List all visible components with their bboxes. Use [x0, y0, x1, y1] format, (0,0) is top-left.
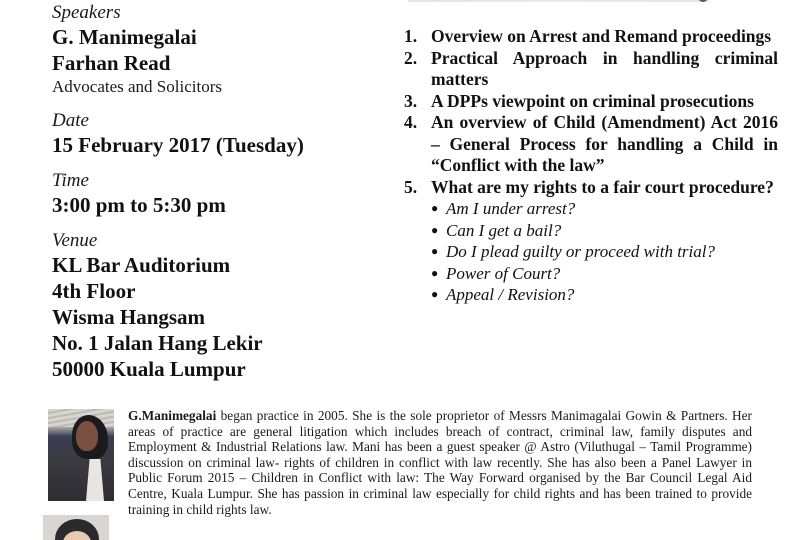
agenda-item: [404, 112, 778, 177]
date-label: Date: [52, 110, 89, 131]
speaker-name: G. Manimegalai: [52, 25, 197, 49]
venue-line: 50000 Kuala Lumpur: [52, 357, 246, 381]
speaker-photo-manimegalai: [48, 409, 114, 501]
agenda-text: Practical Approach in handling criminal matters: [431, 47, 778, 89]
bullet-icon: ●: [431, 287, 439, 302]
sub-item: [431, 198, 778, 220]
venue-line: Wisma Hangsam: [52, 305, 206, 329]
sub-item-text: Am I under arrest?: [446, 199, 576, 218]
bullet-icon: ●: [431, 244, 439, 259]
sub-item-text: Do I plead guilty or proceed with trial?: [446, 242, 715, 262]
speaker-photo-farhan-read: [43, 515, 109, 540]
time-value: 3:00 pm to 5:30 pm: [52, 193, 226, 217]
sub-item-text: Can I get a bail?: [446, 220, 562, 240]
speakers-label: Speakers: [52, 2, 121, 23]
venue-line: 4th Floor: [52, 279, 136, 303]
speakers-title: Advocates and Solicitors: [52, 77, 222, 96]
agenda-item: [404, 48, 778, 91]
agenda-list: [404, 26, 778, 198]
sub-item-text: Power of Court?: [446, 263, 561, 283]
sub-item: [431, 241, 778, 263]
agenda-text: An overview of Child (Amendment) Act 2016 – General Process for handling a Child in “Conflict with the law”: [431, 112, 778, 175]
bio-text: began practice in 2005. She is the sole proprietor of Messrs Manimagalai Gowin & Partners. Her areas of practice are general litigation which includes breach of contract, criminal law, family disputes and Employment & Industrial Relations law. Mani has been a guest speaker @ Astro (Viluthugal – Tamil Programme) discussion on criminal law- rights of children in conflict with law recently. She has also been a Panel Lawyer in Public Forum 2015 – Children in Conflict with law: The Way Forward organised by the Bar Council Legal Aid Centre, Kuala Lumpur. She has passion in criminal law especially for child rights and has been trained to provide training in child rights law.: [128, 408, 752, 517]
sub-item-text: Appeal / Revision?: [446, 285, 575, 305]
agenda-number: 3.: [404, 90, 418, 111]
sub-item: [431, 220, 778, 242]
agenda-text: A DPPs viewpoint on criminal prosecutions: [431, 90, 754, 111]
date-value: 15 February 2017 (Tuesday): [52, 133, 304, 157]
agenda-text: Overview on Arrest and Remand proceedings: [431, 26, 772, 46]
venue-line: KL Bar Auditorium: [52, 253, 231, 277]
agenda-number: 5.: [404, 176, 418, 197]
speaker-name: Farhan Read: [52, 51, 171, 75]
event-details: [52, 2, 382, 382]
agenda: [404, 26, 778, 306]
sub-item: [431, 284, 778, 306]
agenda-number: 2.: [404, 47, 418, 68]
venue-label: Venue: [52, 230, 98, 251]
agenda-item: [404, 26, 778, 48]
rights-sub-list: [404, 198, 778, 306]
bullet-icon: ●: [431, 222, 439, 237]
agenda-number: 1.: [404, 26, 418, 46]
bio-name: G.Manimegalai: [128, 408, 217, 423]
venue-line: No. 1 Jalan Hang Lekir: [52, 331, 263, 355]
agenda-number: 4.: [404, 112, 418, 132]
sub-item: [431, 263, 778, 285]
bullet-icon: ●: [431, 265, 439, 280]
cropped-heading: [408, 0, 708, 4]
agenda-text: What are my rights to a fair court procedure?: [431, 176, 774, 197]
agenda-item: [404, 91, 778, 113]
agenda-item: [404, 177, 778, 199]
time-label: Time: [52, 170, 89, 191]
speaker-bio: [128, 408, 752, 517]
bullet-icon: ●: [431, 201, 439, 215]
